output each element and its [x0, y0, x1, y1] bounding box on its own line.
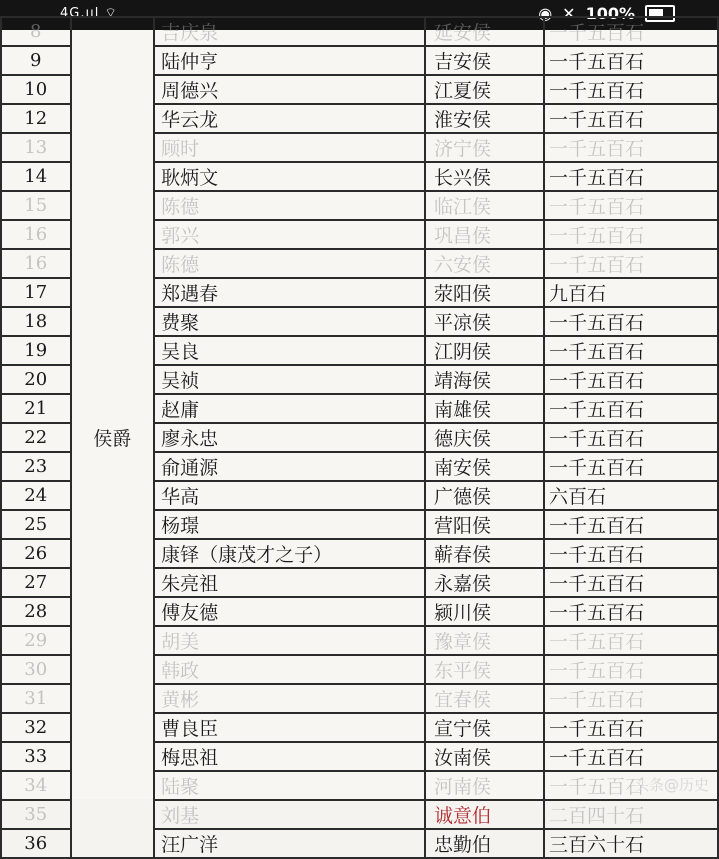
noble-title: 忠勤伯 [425, 829, 544, 858]
noble-title: 长兴侯 [425, 162, 544, 191]
row-number: 23 [1, 452, 71, 481]
noble-title: 豫章侯 [425, 626, 544, 655]
person-name: 吴祯 [154, 365, 425, 394]
noble-title: 巩昌侯 [425, 220, 544, 249]
row-number: 16 [1, 249, 71, 278]
row-number: 20 [1, 365, 71, 394]
row-number: 14 [1, 162, 71, 191]
person-name: 廖永忠 [154, 423, 425, 452]
nobility-table-sheet [0, 21, 719, 856]
person-name: 陈德 [154, 191, 425, 220]
noble-title: 颍川侯 [425, 597, 544, 626]
noble-title: 蕲春侯 [425, 539, 544, 568]
person-name: 俞通源 [154, 452, 425, 481]
stipend-amount: 一千五百石 [544, 336, 718, 365]
person-name: 梅思祖 [154, 742, 425, 771]
stipend-amount: 一千五百石 [544, 423, 718, 452]
person-name: 赵庸 [154, 394, 425, 423]
row-number: 22 [1, 423, 71, 452]
row-number: 12 [1, 104, 71, 133]
noble-title: 宜春侯 [425, 684, 544, 713]
person-name: 康铎（康茂才之子） [154, 539, 425, 568]
stipend-amount: 一千五百石 [544, 452, 718, 481]
row-number: 36 [1, 829, 71, 858]
noble-title: 六安侯 [425, 249, 544, 278]
row-number: 16 [1, 220, 71, 249]
row-number: 28 [1, 597, 71, 626]
noble-title: 营阳侯 [425, 510, 544, 539]
stipend-amount: 一千五百石 [544, 394, 718, 423]
row-number: 26 [1, 539, 71, 568]
row-number: 29 [1, 626, 71, 655]
person-name: 郭兴 [154, 220, 425, 249]
person-name: 周德兴 [154, 75, 425, 104]
stipend-amount: 一千五百石 [544, 742, 718, 771]
noble-title: 诚意伯 [425, 800, 544, 829]
stipend-amount: 一千五百石 [544, 568, 718, 597]
person-name: 费聚 [154, 307, 425, 336]
rank-category: 侯爵 [71, 17, 155, 858]
signal-wifi-indicator: 4G.ııl ⌔ [60, 6, 118, 21]
stipend-amount: 一千五百石 [544, 713, 718, 742]
mute-icon: ✕ [562, 4, 576, 23]
person-name: 耿炳文 [154, 162, 425, 191]
person-name: 汪广洋 [154, 829, 425, 858]
stipend-amount: 一千五百石 [544, 133, 718, 162]
row-number: 10 [1, 75, 71, 104]
row-number: 15 [1, 191, 71, 220]
person-name: 吴良 [154, 336, 425, 365]
row-number: 8 [1, 17, 71, 46]
noble-title: 延安侯 [425, 17, 544, 46]
stipend-amount: 三百六十石 [544, 829, 718, 858]
noble-title: 济宁侯 [425, 133, 544, 162]
stipend-amount: 一千五百石 [544, 249, 718, 278]
stipend-amount: 一千五百石 [544, 191, 718, 220]
stipend-amount: 一千五百石 [544, 539, 718, 568]
person-name: 黄彬 [154, 684, 425, 713]
noble-title: 淮安侯 [425, 104, 544, 133]
stipend-amount: 一千五百石 [544, 365, 718, 394]
noble-title: 永嘉侯 [425, 568, 544, 597]
row-number: 24 [1, 481, 71, 510]
watermark: 头条@历史 [633, 776, 709, 794]
noble-title: 东平侯 [425, 655, 544, 684]
row-number: 32 [1, 713, 71, 742]
stipend-amount: 一千五百石 [544, 17, 718, 46]
person-name: 韩政 [154, 655, 425, 684]
stipend-amount: 一千五百石 [544, 46, 718, 75]
row-number: 27 [1, 568, 71, 597]
person-name: 郑遇春 [154, 278, 425, 307]
row-number: 30 [1, 655, 71, 684]
noble-title: 宣宁侯 [425, 713, 544, 742]
row-number: 31 [1, 684, 71, 713]
noble-title: 临江侯 [425, 191, 544, 220]
eye-icon: ◉ [538, 4, 553, 23]
row-number: 9 [1, 46, 71, 75]
person-name: 傅友德 [154, 597, 425, 626]
row-number: 21 [1, 394, 71, 423]
row-number: 33 [1, 742, 71, 771]
row-number: 19 [1, 336, 71, 365]
stipend-amount: 一千五百石 [544, 771, 718, 800]
table-row [1, 17, 718, 46]
person-name: 陈德 [154, 249, 425, 278]
person-name: 胡美 [154, 626, 425, 655]
row-number: 17 [1, 278, 71, 307]
noble-title: 吉安侯 [425, 46, 544, 75]
stipend-amount: 一千五百石 [544, 307, 718, 336]
person-name: 顾时 [154, 133, 425, 162]
noble-title: 南雄侯 [425, 394, 544, 423]
stipend-amount: 一千五百石 [544, 626, 718, 655]
stipend-amount: 二百四十石 [544, 800, 718, 829]
noble-title: 南安侯 [425, 452, 544, 481]
person-name: 华高 [154, 481, 425, 510]
noble-title: 荥阳侯 [425, 278, 544, 307]
stipend-amount: 九百石 [544, 278, 718, 307]
battery-percent: 100% [585, 4, 635, 23]
noble-title: 德庆侯 [425, 423, 544, 452]
stipend-amount: 一千五百石 [544, 220, 718, 249]
stipend-amount: 一千五百石 [544, 510, 718, 539]
row-number: 18 [1, 307, 71, 336]
stipend-amount: 一千五百石 [544, 655, 718, 684]
person-name: 曹良臣 [154, 713, 425, 742]
stipend-amount: 一千五百石 [544, 104, 718, 133]
stipend-amount: 六百石 [544, 481, 718, 510]
person-name: 杨璟 [154, 510, 425, 539]
noble-title: 江夏侯 [425, 75, 544, 104]
person-name: 陆聚 [154, 771, 425, 800]
stipend-amount: 一千五百石 [544, 162, 718, 191]
noble-title: 汝南侯 [425, 742, 544, 771]
person-name: 刘基 [154, 800, 425, 829]
noble-title: 广德侯 [425, 481, 544, 510]
noble-title: 靖海侯 [425, 365, 544, 394]
stipend-amount: 一千五百石 [544, 684, 718, 713]
stipend-amount: 一千五百石 [544, 597, 718, 626]
person-name: 华云龙 [154, 104, 425, 133]
person-name: 陆仲亨 [154, 46, 425, 75]
noble-title: 平凉侯 [425, 307, 544, 336]
noble-title: 江阴侯 [425, 336, 544, 365]
person-name: 吉庆泉 [154, 17, 425, 46]
noble-title: 河南侯 [425, 771, 544, 800]
row-number: 34 [1, 771, 71, 800]
row-number: 13 [1, 133, 71, 162]
row-number: 35 [1, 800, 71, 829]
person-name: 朱亮祖 [154, 568, 425, 597]
nobility-table [0, 16, 719, 859]
stipend-amount: 一千五百石 [544, 75, 718, 104]
row-number: 25 [1, 510, 71, 539]
